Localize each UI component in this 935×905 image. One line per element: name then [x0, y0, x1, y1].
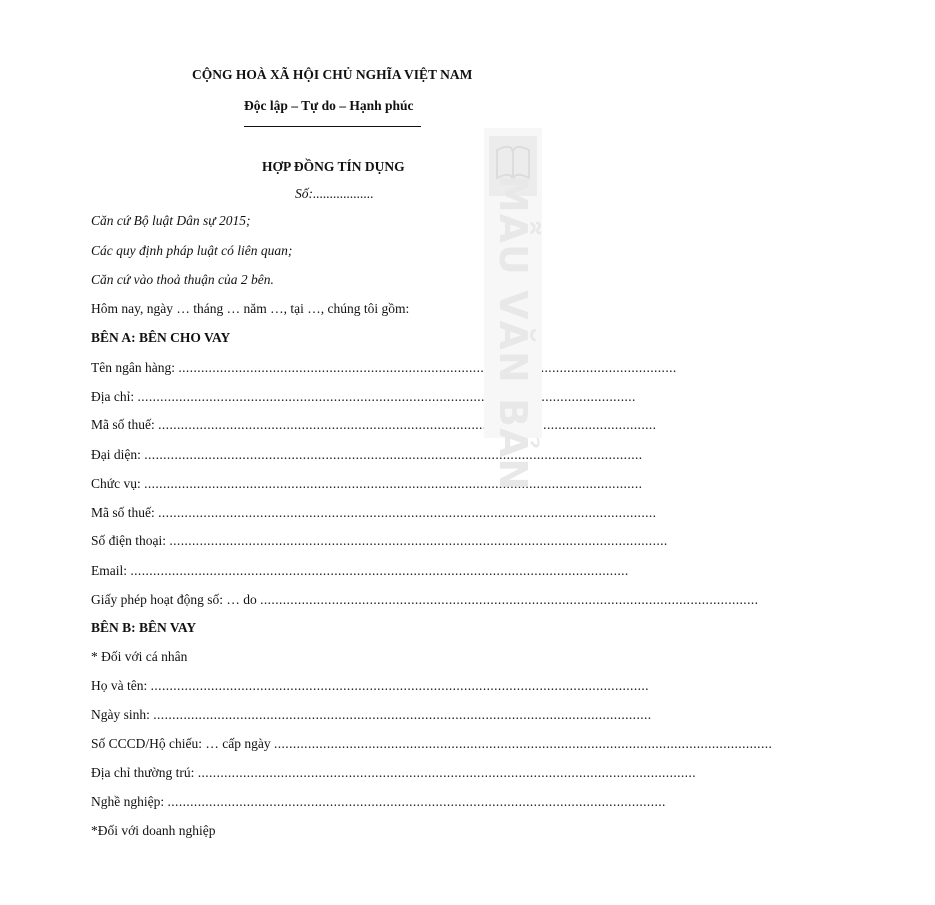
- party-b-field: Ngày sinh: .....: [91, 706, 421, 724]
- party-b-heading: BÊN B: BÊN VAY: [91, 620, 197, 635]
- watermark-text: MẪU VĂN BẢN: [491, 174, 535, 492]
- document-number-label: Số:: [295, 186, 313, 201]
- party-a-field: Giấy phép hoạt động số: … do .....: [91, 591, 421, 609]
- basis-line: Căn cứ Bộ luật Dân sự 2015;: [91, 213, 251, 228]
- party-b-individual-label: * Đối với cá nhân: [91, 649, 188, 664]
- party-a-field: Email: .....: [91, 562, 421, 580]
- party-a-field: Đại diện: .....: [91, 446, 421, 464]
- party-a-field: Chức vụ: .....: [91, 475, 421, 493]
- party-a-field: Tên ngân hàng: .....: [91, 359, 421, 377]
- basis-line: Căn cứ vào thoả thuận của 2 bên.: [91, 272, 274, 287]
- watermark: [484, 128, 542, 492]
- motto: Độc lập – Tự do – Hạnh phúc: [244, 98, 414, 113]
- basis-line: Các quy định pháp luật có liên quan;: [91, 243, 293, 258]
- document-number-dots: ..................: [313, 186, 374, 201]
- intro-line: Hôm nay, ngày … tháng … năm …, tại …, chúng tôi gồm:: [91, 301, 410, 316]
- party-a-heading: BÊN A: BÊN CHO VAY: [91, 330, 231, 345]
- party-b-field: Số CCCD/Hộ chiếu: … cấp ngày .....: [91, 735, 421, 753]
- party-b-field: Họ và tên: .....: [91, 677, 421, 695]
- party-b-field: Nghề nghiệp: .....: [91, 793, 421, 811]
- party-a-field: Địa chỉ: .....: [91, 388, 421, 406]
- party-a-field: Số điện thoại: .....: [91, 532, 421, 550]
- party-a-field: Mã số thuế: .....: [91, 504, 421, 522]
- national-title: CỘNG HOÀ XÃ HỘI CHỦ NGHĨA VIỆT NAM: [192, 67, 473, 82]
- header-divider: [244, 126, 421, 127]
- document-title: HỢP ĐỒNG TÍN DỤNG: [262, 159, 405, 174]
- party-b-field: Địa chỉ thường trú: .....: [91, 764, 421, 782]
- party-b-enterprise-label: *Đối với doanh nghiệp: [91, 823, 216, 838]
- party-a-field: Mã số thuế: .....: [91, 416, 421, 434]
